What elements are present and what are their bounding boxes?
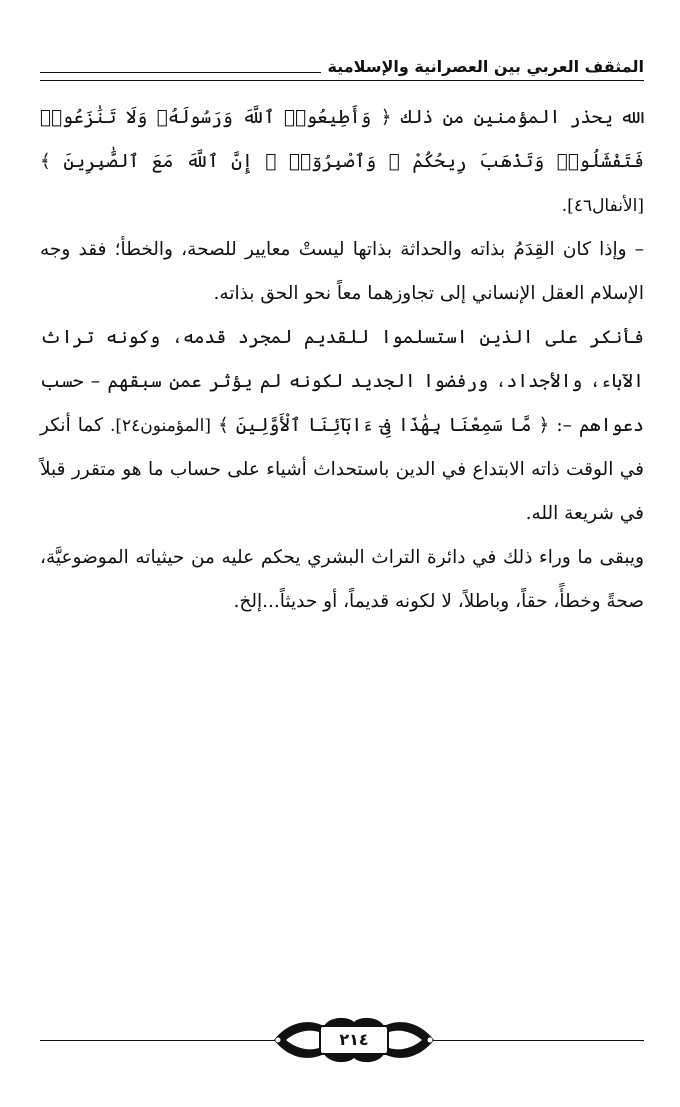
paragraph-4: ويبقى ما وراء ذلك في دائرة التراث البشري يحكم عليه من حيثياته الموضوعيَّة، صحةً وخطأً، حقاً، وباطلاً، لا لكونه قديماً، أو حديثاً...إلخ. [40, 547, 644, 612]
page-number: ٢١٤ [339, 1030, 369, 1049]
paragraph-2: – وإذا كان القِدَمُ بذاته والحداثة بذاتها ليستْ معايير للصحة، والخطأ؛ فقد وجه الإسلام العقل الإنساني إلى تجاوزهما معاً نحو الحق بذاته. [40, 239, 644, 304]
book-title: المثقف العربي بين العصرانية والإسلامية [321, 56, 644, 78]
paragraph-1 [40, 96, 644, 228]
page-body [40, 96, 644, 624]
quran-verse: ﴿ مَّا سَمِعْنَا بِهَٰذَا فِىٓ ءَابَآئِنَا ٱلْأَوَّلِينَ ﴾ [218, 415, 550, 436]
verse-reference: [الأنفال٤٦]. [561, 196, 644, 216]
paragraph-text: فأنكر على الذين استسلموا للقديم لمجرد قدمه، وكونه تراث الآباء، والأجداد، ورفضوا الجديد لكونه لم يؤثر عمن سبقهم – حسب دعواهم –: [40, 327, 644, 436]
running-header [40, 56, 644, 82]
page-footer [40, 1008, 644, 1058]
paragraph-text: كما أنكر في الوقت ذاته الابتداع في الدين باستحداث أشياء على حساب ما هو متقرر قبلاً في شريعة الله. [40, 415, 644, 524]
header-rule [40, 72, 369, 73]
verse-reference: [المؤمنون٢٤]. [109, 416, 211, 436]
paragraph-text: الله يحذر المؤمنين من ذلك [391, 107, 644, 128]
header-underline [40, 80, 644, 81]
paragraph-3 [40, 316, 644, 536]
quran-verse: ﴿ وَأَطِيعُوا۟ ٱللَّهَ وَرَسُولَهُۥ وَلَا تَنَٰزَعُوا۟ فَتَفْشَلُوا۟ وَتَذْهَبَ رِيحُكُمْ ۖ وَٱصْبِرُوٓا۟ ۚ إِنَّ ٱللَّهَ مَعَ ٱلصَّٰبِرِينَ ﴾ [40, 107, 644, 172]
